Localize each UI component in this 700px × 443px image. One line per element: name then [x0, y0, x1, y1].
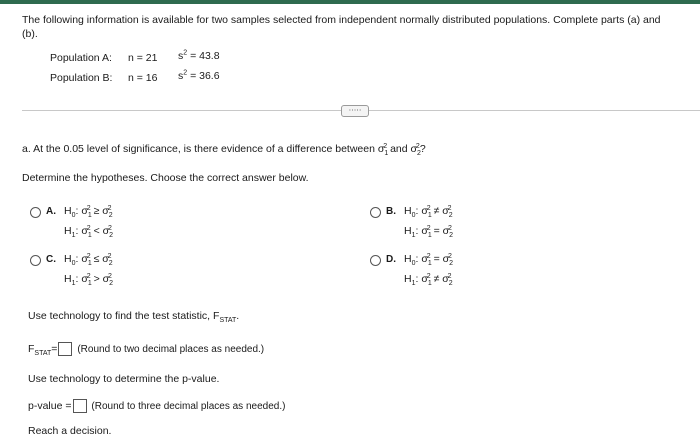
option-a-h1[interactable]: $H_1$: $\sigma_1^2 < \sigma_2^2$ — [64, 224, 114, 240]
expand-more-button[interactable]: ····· — [341, 105, 369, 117]
p-value-row — [28, 399, 285, 413]
test-statistic-instruction: Use technology to find the test statistic, $F_{STAT}$. — [28, 310, 240, 325]
option-b-h1[interactable]: $H_1$: $\sigma_1^2 = \sigma_2^2$ — [404, 224, 454, 240]
option-c-h1[interactable]: $H_1$: $\sigma_1^2 > \sigma_2^2$ — [64, 272, 114, 288]
part-a-question: a. At the 0.05 level of significance, is there evidence of a difference between $\sigma_1^2$ and $\sigma_2^2$? — [22, 142, 426, 158]
intro-line-1: The following information is available for two samples selected from independent normally distributed populations. Complete parts (a) and — [22, 14, 661, 26]
population-b-variance: $s^2 = 36.6$ — [178, 69, 220, 82]
fstat-hint: (Round to two decimal places as needed.) — [77, 343, 265, 355]
p-value-instruction: Use technology to determine the p-value. — [28, 373, 220, 385]
option-a-radio[interactable] — [30, 207, 41, 218]
population-b-n: n = 16 — [128, 72, 158, 84]
option-d-radio[interactable] — [370, 255, 381, 266]
option-b-radio[interactable] — [370, 207, 381, 218]
decision-instruction: Reach a decision. — [28, 425, 112, 437]
p-value-label: p-value = — [28, 399, 72, 412]
option-a-h0[interactable]: $H_0$: $\sigma_1^2 \ge \sigma_2^2$ — [64, 204, 113, 220]
intro-line-2: (b). — [22, 28, 38, 40]
option-b-letter: B. — [386, 206, 396, 217]
option-a-letter: A. — [46, 206, 56, 217]
hypotheses-instruction: Determine the hypotheses. Choose the correct answer below. — [22, 172, 309, 184]
top-accent-bar — [0, 0, 700, 4]
option-c-radio[interactable] — [30, 255, 41, 266]
p-value-hint: (Round to three decimal places as needed.) — [91, 400, 286, 412]
fstat-row: $F_{STAT}=$ (Round to two decimal places as needed.) — [28, 342, 265, 357]
population-b-label: Population B: — [50, 72, 113, 84]
p-value-answer-box[interactable] — [73, 399, 87, 413]
population-a-n: n = 21 — [128, 52, 158, 64]
population-a-label: Population A: — [50, 52, 112, 64]
option-d-h0[interactable]: $H_0$: $\sigma_1^2 = \sigma_2^2$ — [404, 252, 454, 268]
option-c-letter: C. — [46, 254, 56, 265]
population-a-variance: $s^2 = 43.8$ — [178, 49, 220, 62]
fstat-answer-box[interactable] — [58, 342, 72, 356]
option-d-h1[interactable]: $H_1$: $\sigma_1^2 \ne \sigma_2^2$ — [404, 272, 453, 288]
option-c-h0[interactable]: $H_0$: $\sigma_1^2 \le \sigma_2^2$ — [64, 252, 113, 268]
option-b-h0[interactable]: $H_0$: $\sigma_1^2 \ne \sigma_2^2$ — [404, 204, 453, 220]
fstat-label: $F_{STAT}$ — [28, 342, 52, 357]
option-d-letter: D. — [386, 254, 396, 265]
